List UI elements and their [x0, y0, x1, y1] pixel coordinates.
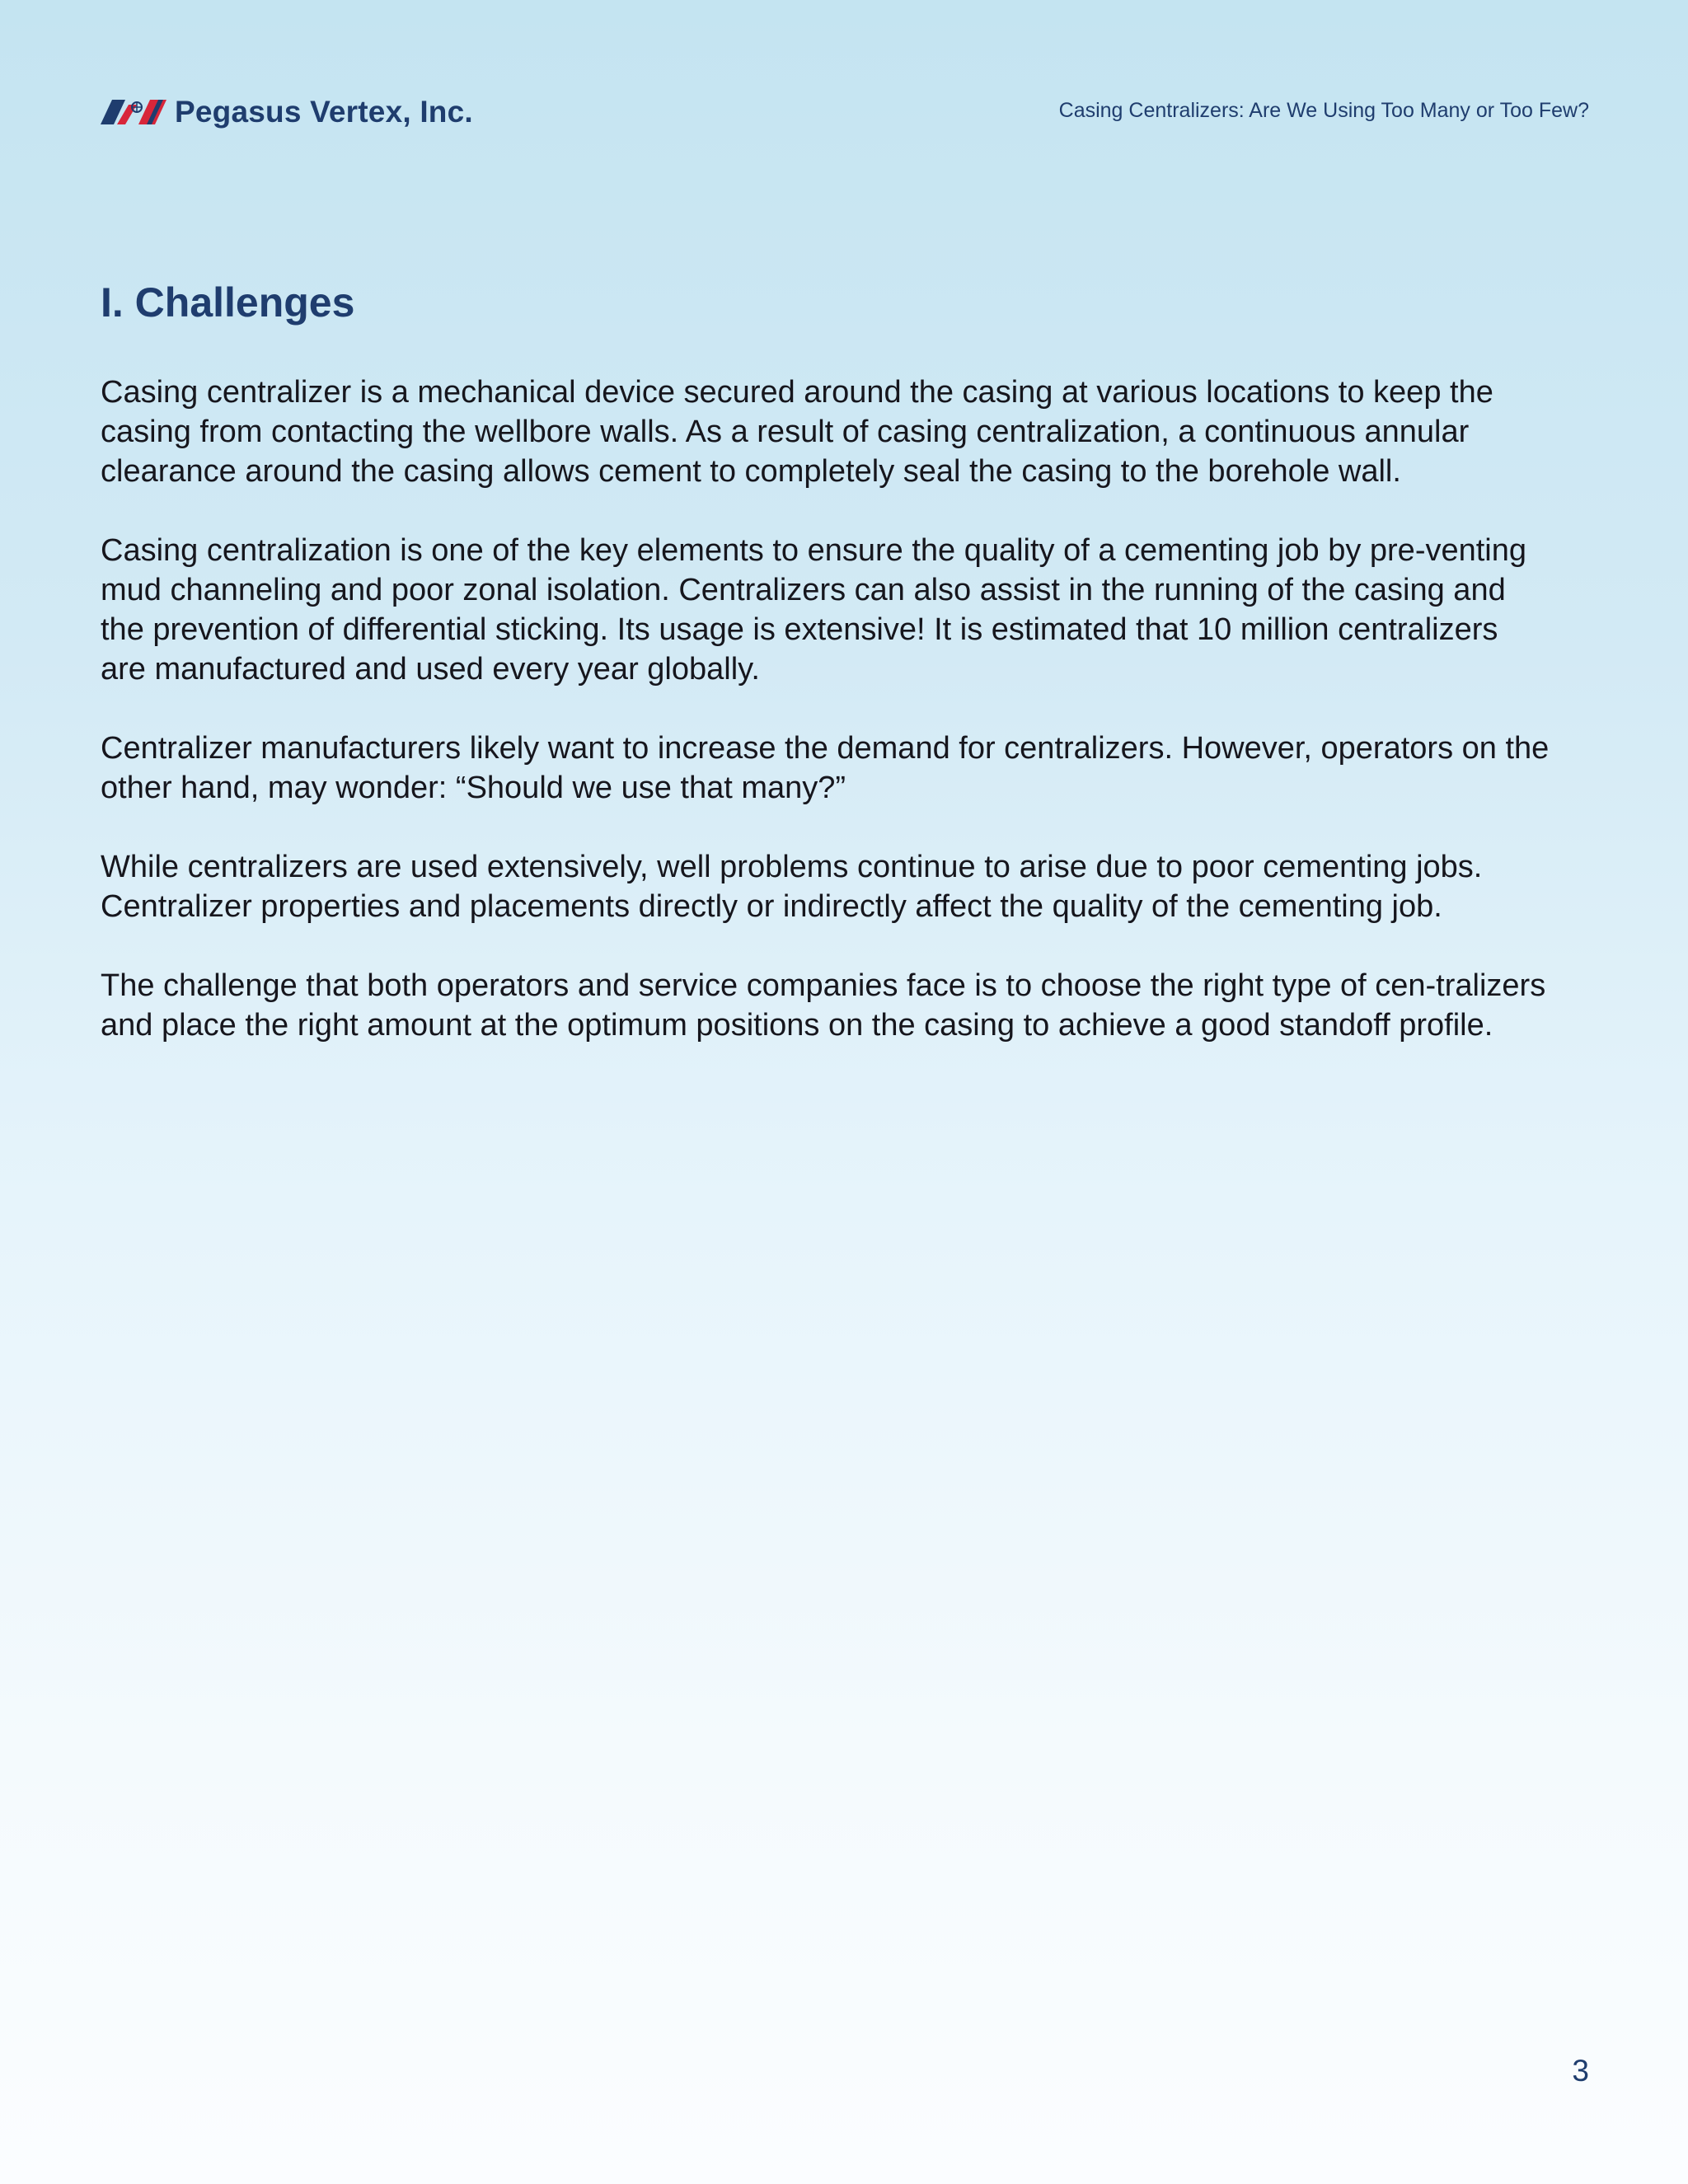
body-content [101, 373, 1551, 1085]
pegasus-vertex-logo-icon [101, 100, 166, 124]
paragraph: Centralizer manufacturers likely want to increase the demand for centralizers. However, operators on the other hand, may wonder: “Should we use that many?” [101, 731, 1550, 805]
brand [101, 92, 473, 132]
section-heading: I. Challenges [101, 279, 355, 326]
paragraph: The challenge that both operators and service companies face is to choose the right type of cen-tralizers and place the right amount at the optimum positions on the casing to achieve a good standoff profile. [101, 968, 1546, 1043]
paragraph: While centralizers are used extensively, well problems continue to arise due to poor cementing jobs. Centralizer properties and placements directly or indirectly affect the quality of the cementing job. [101, 850, 1483, 924]
company-name: Pegasus Vertex, Inc. [175, 95, 473, 129]
document-title: Casing Centralizers: Are We Using Too Many or Too Few? [1058, 99, 1589, 122]
page-number: 3 [1572, 2054, 1589, 2088]
paragraph: Casing centralization is one of the key elements to ensure the quality of a cementing job by pre-venting mud channeling and poor zonal isolation. Centralizers can also assist in the running of the casing and the prevention of differential sticking. Its usage is extensive! It is estimated that 10 million centralizers are manufactured and used every year globally. [101, 533, 1527, 687]
paragraph: Casing centralizer is a mechanical device secured around the casing at various locations to keep the casing from contacting the wellbore walls. As a result of casing centralization, a continuous annular clearance around the casing allows cement to completely seal the casing to the borehole wall. [101, 375, 1493, 489]
page-header [101, 92, 1589, 132]
